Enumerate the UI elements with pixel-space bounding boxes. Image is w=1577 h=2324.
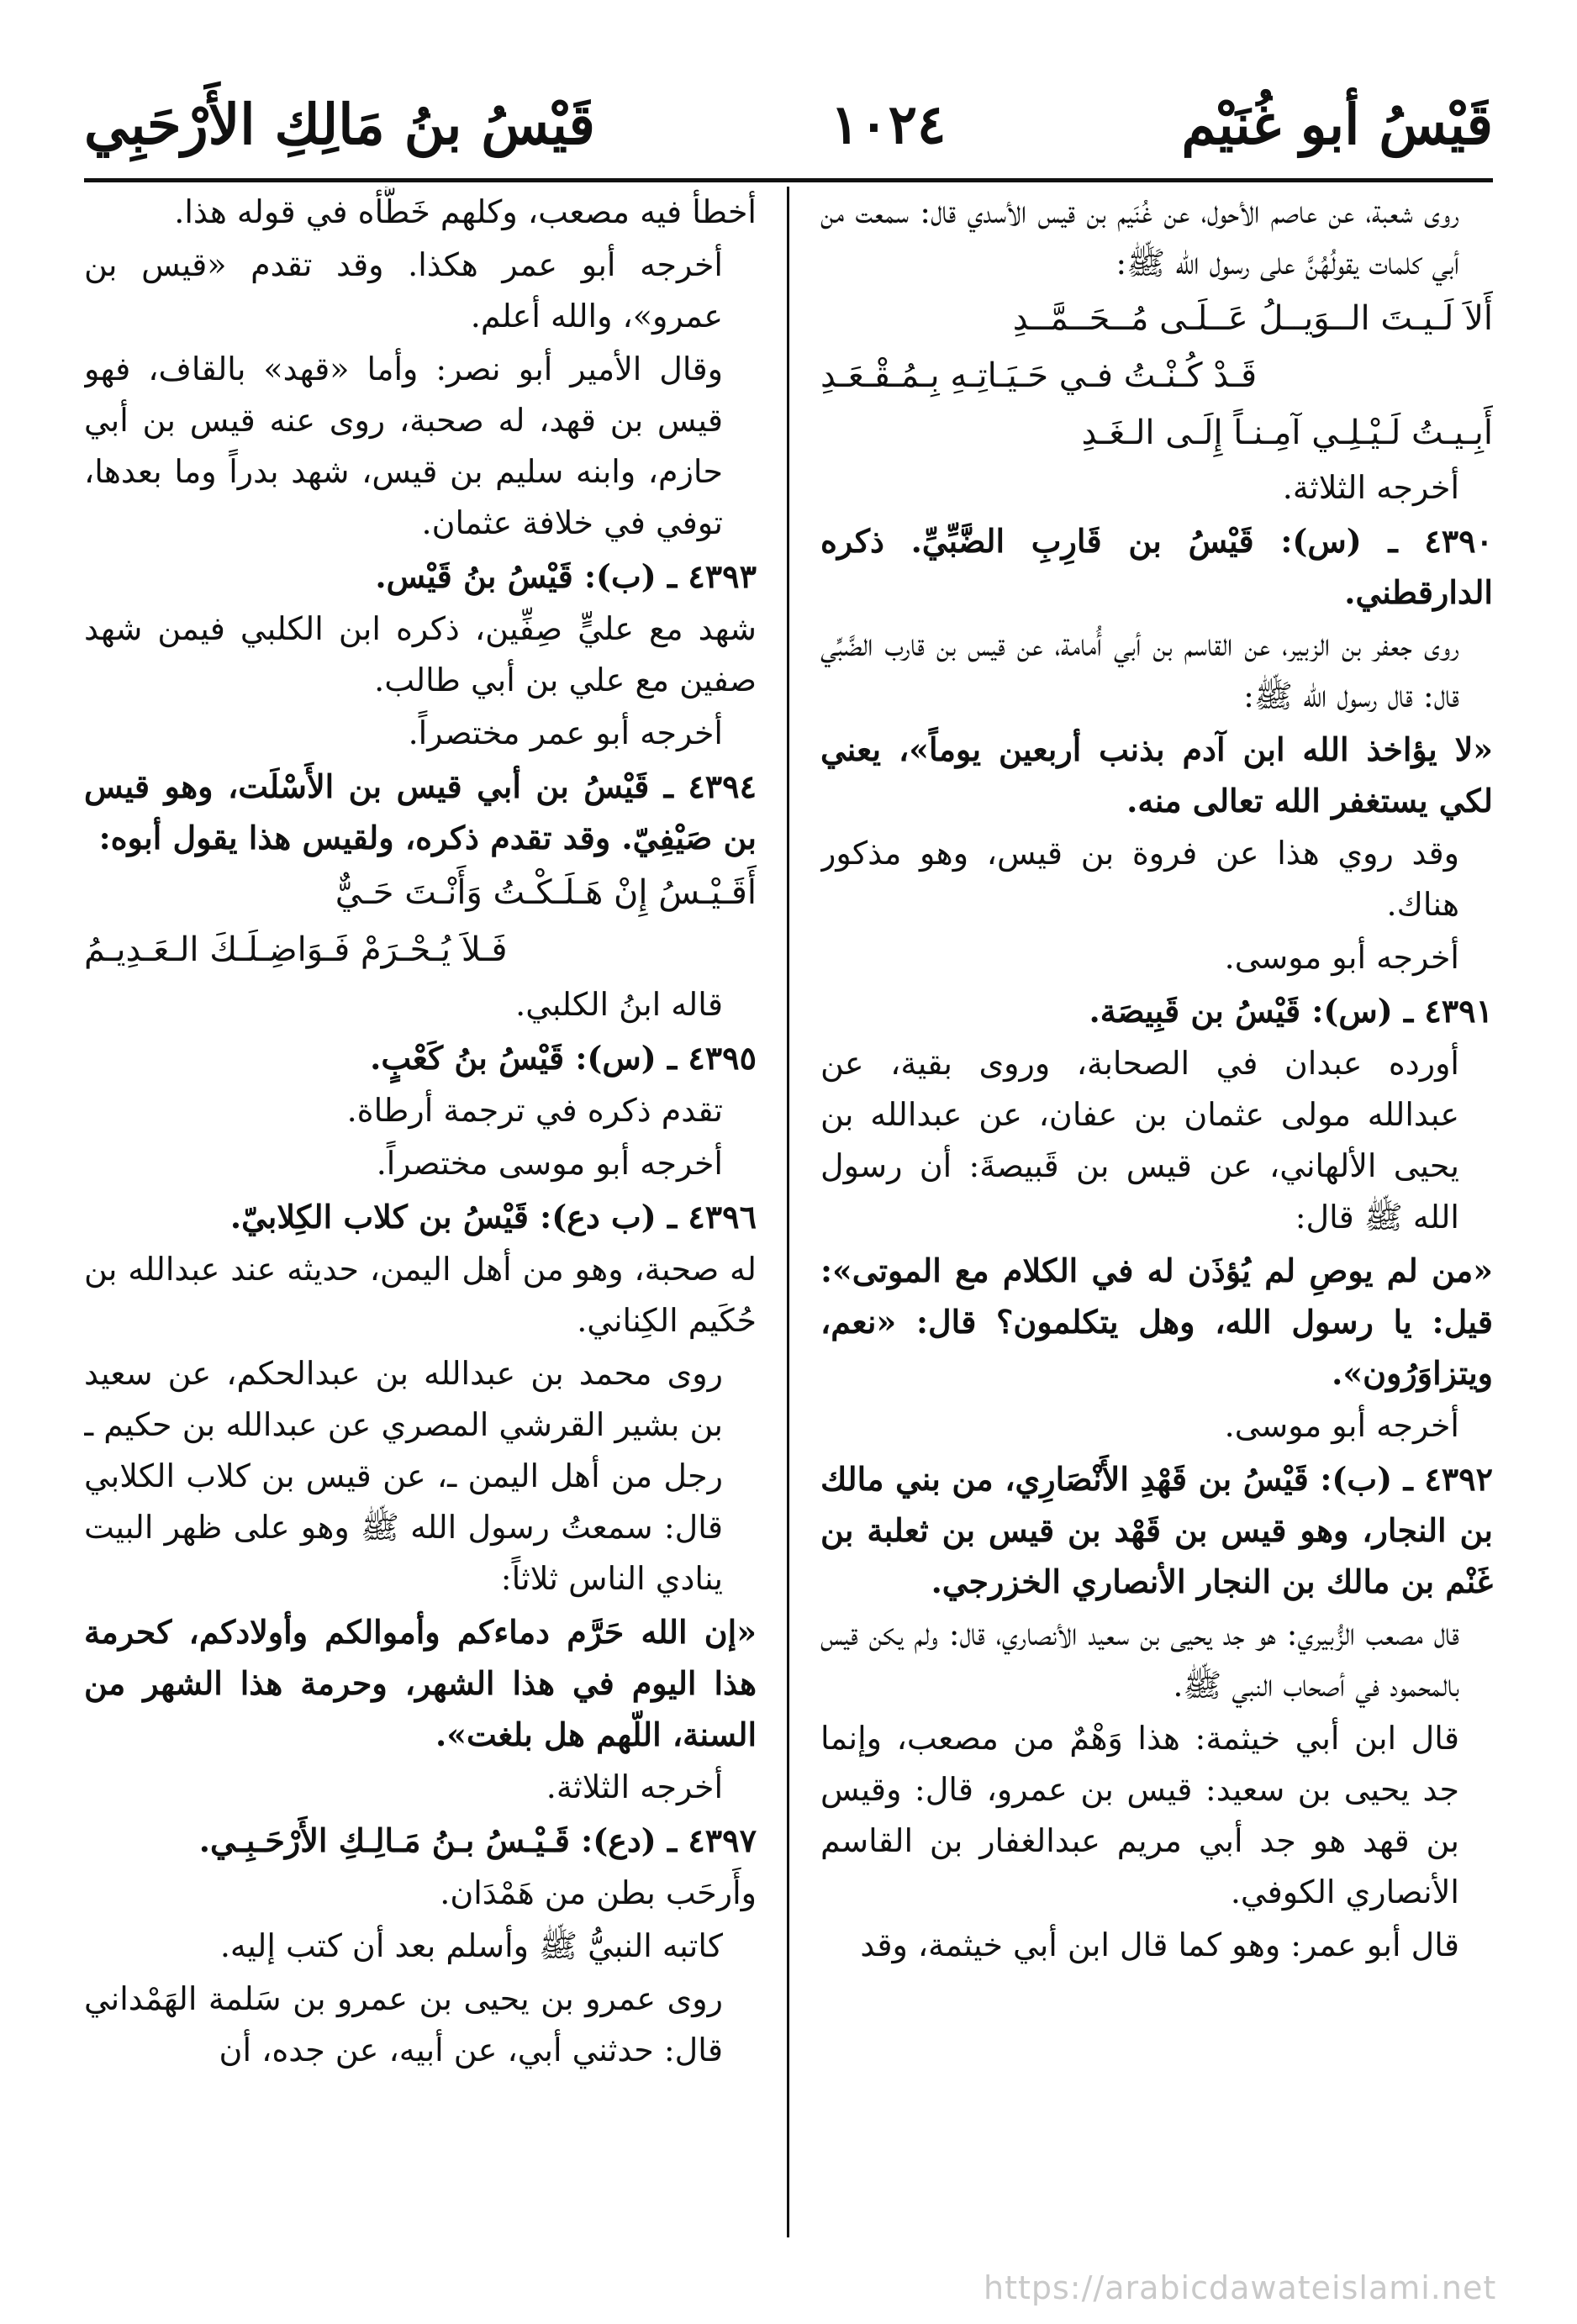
paragraph: قال أبو عمر: وهو كما قال ابن أبي خيثمة، وقد [860,1926,1459,1963]
hadith-text: «إن الله حَرَّم دماءكم وأموالكم وأولادكم، كحرمة هذا اليوم في هذا الشهر، وحرمة هذا الشهر من السنة، اللّهم هل بلغت». [84,1613,757,1753]
paragraph: أخرجه أبو موسى مختصراً. [376,1145,723,1182]
entry-heading: ٤٣٩٣ ـ (ب): قَيْسُ بنُ قَيْس. [375,557,757,595]
header-rule [84,178,1493,182]
paragraph: أخرجه أبو موسى. [1224,939,1459,976]
paragraph: قال ابن أبي خيثمة: هذا وَهْمٌ من مصعب، وإنما جد يحيى بن سعيد: قيس بن عمرو، قال: وقيس بن قهد هو جد أبي مريم عبدالغفار بن القاسم الأنصاري الكوفي. [820,1720,1459,1910]
paragraph: قاله ابنُ الكلبي. [515,986,723,1023]
entry-heading: ٤٣٩١ ـ (س): قَيْسُ بن قَبِيصَة. [1089,992,1493,1030]
paragraph: كاتبه النبيُّ ﷺ وأسلم بعد أن كتب إليه. [219,1927,723,1964]
right-column [820,187,1493,2246]
column-divider [787,187,789,2237]
paragraph: روى جعفر بن الزبير، عن القاسم بن أبي أُمامة، عن قيس بن قارب الضَّبِّي قال: قال رسول الله ﷺ: [820,626,1459,714]
poem-verse: أَلاَ لَـيـتَ الــوَيــلُ عَــلَـى مُــحَــمَّــدِ [1012,299,1493,338]
paragraph: أخطأ فيه مصعب، وكلهم خَطَّأه في قوله هذا. [174,193,757,230]
paragraph: تقدم ذكره في ترجمة أرطاة. [346,1092,723,1129]
paragraph: أخرجه أبو موسى. [1224,1407,1459,1444]
paragraph: أخرجه أبو عمر هكذا. وقد تقدم «قيس بن عمرو»، والله أعلم. [84,246,723,335]
paragraph: روى عمرو بن يحيى بن عمرو بن سَلمة الهَمْداني قال: حدثني أبي، عن أبيه، عن جده، أن [84,1980,723,2068]
paragraph: شهد مع عليٍّ صِفِّين، ذكره ابن الكلبي فيمن شهد صفين مع علي بن أبي طالب. [84,610,757,698]
paragraph: أخرجه الثلاثة. [1282,469,1459,506]
hadith-text: «من لم يوصِ لم يُؤذَن له في الكلام مع الموتى»: قيل: يا رسول الله، وهل يتكلمون؟ قال: «نعم، ويتزاوَرُون». [820,1252,1493,1392]
page-header [84,74,1493,175]
paragraph: أخرجه أبو عمر مختصراً. [408,714,723,751]
entry-heading: ٤٣٩٥ ـ (س): قَيْسُ بنُ كَعْبٍ. [370,1039,757,1077]
poem-verse: قَـدْ كُـنْـتُ فـي حَـيَـاتِـهِ بِـمُـقْـعَـدِ [820,356,1258,395]
page-number: ١٠٢٤ [830,92,947,156]
entry-heading: ٤٣٩٢ ـ (ب): قَيْسُ بن قَهْدِ الأَنْصَارِي، من بني مالك بن النجار، وهو قيس بن قَهْد بن قيس بن ثعلبة بن غَنْم بن مالك بن النجار الأنصاري الخزرجي. [820,1460,1493,1600]
paragraph: وقد روي هذا عن فروة بن قيس، وهو مذكور هناك. [820,835,1459,923]
poem-verse: فَـلاَ يُـحْـرَمْ فَـوَاضِـلَـكَ الـعَـدِيـمُ [84,930,508,969]
entry-heading: ٤٣٩٤ ـ قَيْسُ بن أبي قيس بن الأَسْلَت، وهو قيس بن صَيْفِيّ. وقد تقدم ذكره، ولقيس هذا يقول أبوه: [84,767,757,856]
paragraph: وقال الأمير أبو نصر: وأما «قهد» بالقاف، فهو قيس بن قهد، له صحبة، روى عنه قيس بن أبي حازم، وابنه سليم بن قيس، شهد بدراً وما بعدها، توفي في خلافة عثمان. [84,350,723,541]
paragraph: وأَرحَب بطن من هَمْدَان. [440,1874,757,1911]
poem-verse: أَبِـيـتُ لَـيْـلِـي آمِـنـاً إِلَـى الـغَـدِ [1081,414,1493,452]
header-right-title: قَيْسُ أبو غُنَيْم [1181,92,1493,157]
paragraph: له صحبة، وهو من أهل اليمن، حديثه عند عبدالله بن حُكَيم الكِناني. [84,1251,757,1339]
entry-heading: ٤٣٩٦ ـ (ب دع): قَيْسُ بن كلاب الكِلابيّ. [229,1198,757,1236]
entry-heading: ٤٣٩٧ ـ (دع): قَـيْـسُ بـنُ مَـالِـكِ الأَرْحَـبِـي. [198,1821,757,1859]
paragraph: روى محمد بن عبدالله بن عبدالحكم، عن سعيد بن بشير القرشي المصري عن عبدالله بن حكيم ـ رجل من أهل اليمن ـ، عن قيس بن كلاب الكلابي قال: سمعتُ رسول الله ﷺ وهو على ظهر البيت ينادي الناس ثلاثاً: [84,1355,723,1597]
hadith-text: «لا يؤاخذ الله ابن آدم بذنب أربعين يوماً»، يعني لكي يستغفر الله تعالى منه. [820,730,1493,819]
header-left-title: قَيْسُ بنُ مَالِكِ الأَرْحَبِي [84,92,595,157]
paragraph: أورده عبدان في الصحابة، وروى بقية، عن عبدالله مولى عثمان بن عفان، عن عبدالله بن يحيى الألهاني، عن قيس بن قَبيصةَ: أن رسول الله ﷺ قال: [820,1045,1459,1236]
poem-verse: أَقَـيْـسُ إِنْ هَـلَـكْـتُ وَأَنْـتَ حَـيٌّ [335,873,757,912]
paragraph: قال مصعب الزُّبيري: هو جد يحيى بن سعيد الأنصاري، قال: ولم يكن قيس بالمحمود في أصحاب النبي ﷺ. [820,1615,1459,1704]
paragraph: أخرجه الثلاثة. [546,1768,723,1805]
paragraph: روى شعبة، عن عاصم الأحول، عن غُنَيم بن قيس الأسدي قال: سمعت من أبي كلمات يقولُهُنَّ على رسول الله ﷺ: [820,193,1459,282]
left-column [84,187,757,2246]
watermark-url: https://arabicdawateislami.net [984,2269,1497,2306]
entry-heading: ٤٣٩٠ ـ (س): قَيْسُ بن قَارِبِ الضَّبِّيِّ. ذكره الدارقطني. [820,522,1493,611]
